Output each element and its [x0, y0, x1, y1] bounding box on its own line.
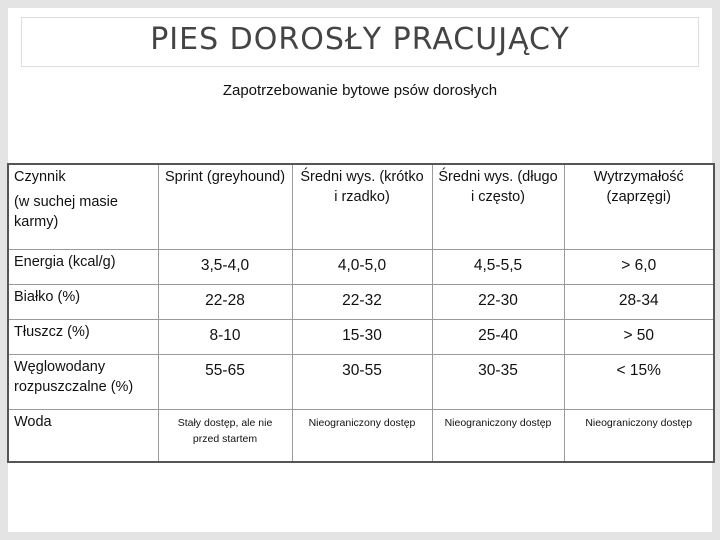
table-row: [8, 250, 714, 285]
table-cell: Nieograniczony dostęp: [564, 410, 714, 463]
table-cell: > 6,0: [564, 250, 714, 285]
row-label: Energia (kcal/g): [8, 250, 158, 285]
header-factor-line2: (w suchej masie karmy): [14, 194, 118, 230]
slide-title: PIES DOROSŁY PRACUJĄCY: [150, 22, 570, 57]
table-cell: Nieograniczony dostęp: [292, 410, 432, 463]
table-row: [8, 285, 714, 320]
header-cell-medium-long: Średni wys. (długo i często): [432, 164, 564, 250]
table-cell: > 50: [564, 320, 714, 355]
table-cell: 55-65: [158, 355, 292, 410]
row-label: Woda: [8, 410, 158, 463]
header-cell-factor: [8, 164, 158, 250]
row-label: Węglowodany rozpuszczalne (%): [8, 355, 158, 410]
table-cell: 15-30: [292, 320, 432, 355]
table-cell: 25-40: [432, 320, 564, 355]
header-cell-medium-short: Średni wys. (krótko i rzadko): [292, 164, 432, 250]
table-cell: 8-10: [158, 320, 292, 355]
table-row: [8, 410, 714, 463]
table-cell: 22-32: [292, 285, 432, 320]
header-cell-endurance: Wytrzymałość (zaprzęgi): [564, 164, 714, 250]
table-cell: 30-35: [432, 355, 564, 410]
table-cell: 3,5-4,0: [158, 250, 292, 285]
header-cell-sprint: Sprint (greyhound): [158, 164, 292, 250]
table-cell: 22-28: [158, 285, 292, 320]
table-row: [8, 320, 714, 355]
table-cell: 28-34: [564, 285, 714, 320]
row-label: Tłuszcz (%): [8, 320, 158, 355]
table-row: [8, 355, 714, 410]
row-label: Białko (%): [8, 285, 158, 320]
table-header-row: [8, 164, 714, 250]
table-cell: Nieograniczony dostęp: [432, 410, 564, 463]
table-cell: 4,0-5,0: [292, 250, 432, 285]
table-cell: 22-30: [432, 285, 564, 320]
table-cell: < 15%: [564, 355, 714, 410]
table-cell: Stały dostęp, ale nie przed startem: [158, 410, 292, 463]
table-cell: 30-55: [292, 355, 432, 410]
header-factor-line1: Czynnik: [14, 169, 66, 185]
table-cell: 4,5-5,5: [432, 250, 564, 285]
slide-subtitle: Zapotrzebowanie bytowe psów dorosłych: [222, 82, 498, 99]
requirements-table: [7, 163, 715, 463]
